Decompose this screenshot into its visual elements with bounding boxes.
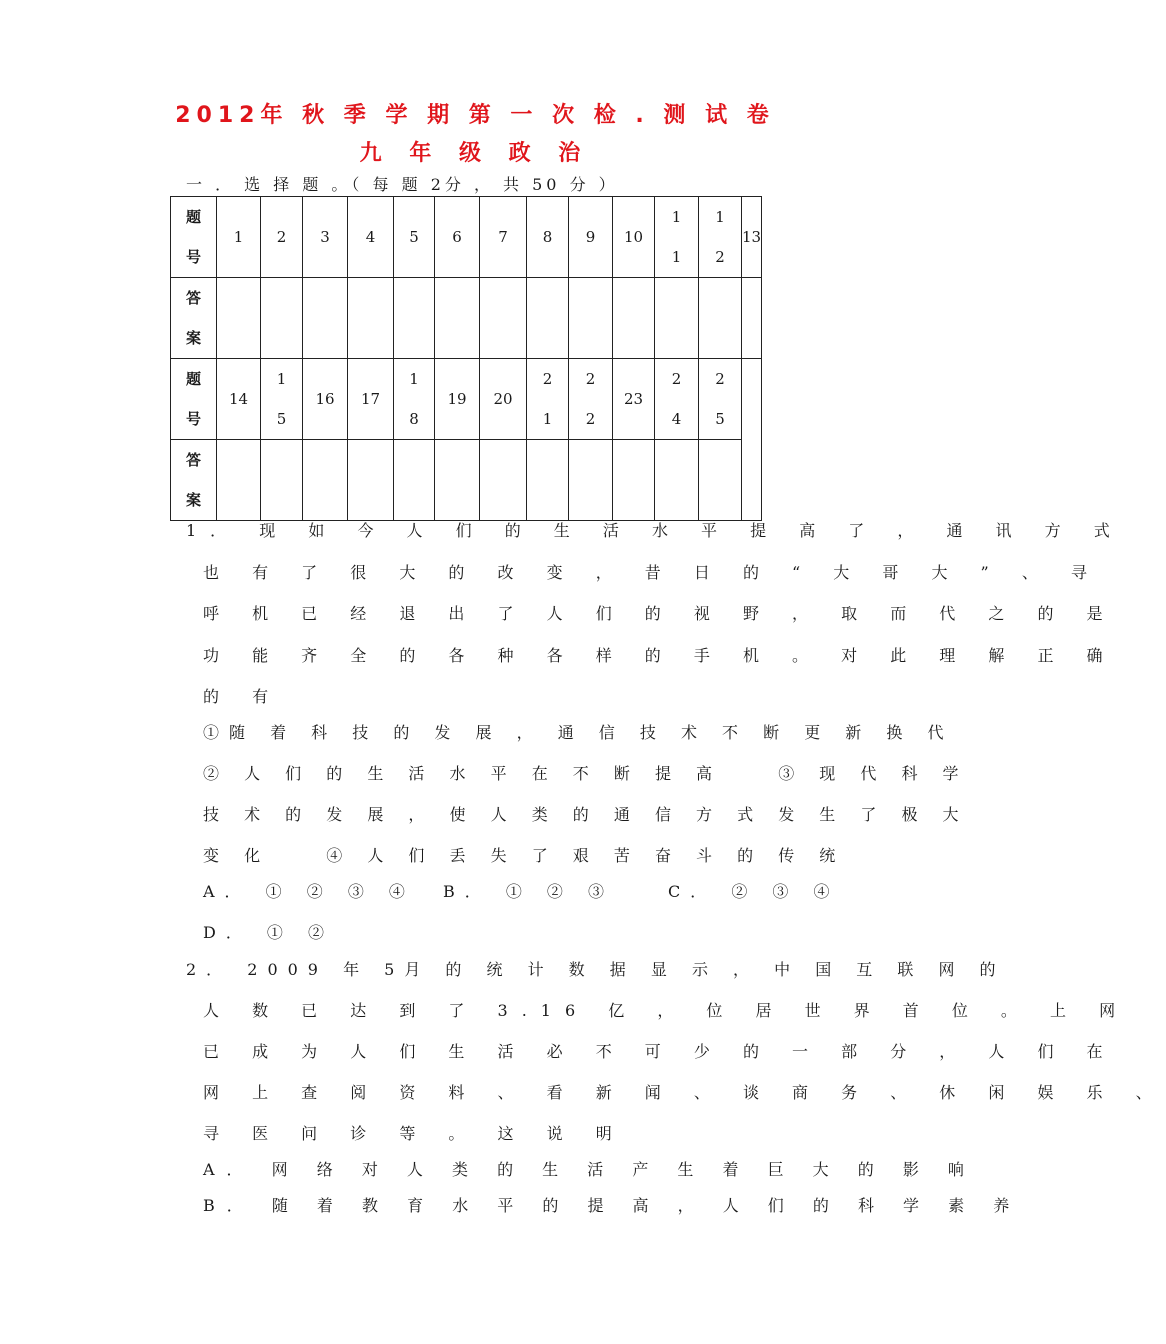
- question-line: 技 术 的 发 展 ， 使 人 类 的 通 信 方 式 发 生 了 极 大: [203, 805, 969, 824]
- question-line: 也 有 了 很 大 的 改 变 ， 昔 日 的 “ 大 哥 大 ” 、 寻: [203, 563, 1101, 582]
- table-row: [171, 197, 762, 278]
- answer-cell[interactable]: [303, 440, 348, 521]
- answer-cell[interactable]: [742, 278, 762, 359]
- question-line: 网 上 查 阅 资 料 、 看 新 闻 、 谈 商 务 、 休 闲 娱 乐 、: [203, 1083, 1166, 1102]
- document-subtitle: 九 年 级 政 治: [359, 141, 591, 166]
- question-number-cell: 2 2: [569, 359, 613, 440]
- question-line: 的 有: [203, 687, 283, 706]
- question-number-cell: 7: [480, 197, 527, 278]
- answer-label: [171, 278, 217, 359]
- question-number-cell: 2 1: [527, 359, 569, 440]
- question-number-cell: 14: [217, 359, 261, 440]
- answer-cell[interactable]: [348, 440, 394, 521]
- answer-cell[interactable]: [435, 278, 480, 359]
- answer-cell[interactable]: [655, 440, 699, 521]
- question-number-cell: 9: [569, 197, 613, 278]
- answer-cell[interactable]: [569, 278, 613, 359]
- empty-cell: [742, 359, 762, 521]
- answer-cell[interactable]: [613, 278, 655, 359]
- question-number-cell: 1 8: [394, 359, 435, 440]
- question-line: 功 能 齐 全 的 各 种 各 样 的 手 机 。 对 此 理 解 正 确: [203, 646, 1117, 665]
- question-number-cell: 1 5: [261, 359, 303, 440]
- answer-cell[interactable]: [569, 440, 613, 521]
- section-heading: 一 ． 选 择 题 。（ 每 题 2分 ， 共 50 分 ）: [186, 175, 619, 194]
- answer-cell[interactable]: [217, 440, 261, 521]
- question-number-cell: 4: [348, 197, 394, 278]
- answer-label: [171, 440, 217, 521]
- answer-cell[interactable]: [480, 440, 527, 521]
- answer-cell[interactable]: [217, 278, 261, 359]
- answer-cell[interactable]: [261, 278, 303, 359]
- answer-label-bottom: 案: [185, 491, 201, 509]
- answer-option: B． ① ② ③: [443, 882, 615, 901]
- answer-option: A． 网 络 对 人 类 的 生 活 产 生 着 巨 大 的 影 响: [203, 1160, 976, 1179]
- question-number-cell: 20: [480, 359, 527, 440]
- answer-option: D． ① ②: [203, 923, 335, 942]
- document-title: 2012年 秋 季 学 期 第 一 次 检 . 测 试 卷: [175, 103, 775, 128]
- question-number-cell: 1 2: [699, 197, 742, 278]
- question-number-cell: 8: [527, 197, 569, 278]
- question-line: 寻 医 问 诊 等 。 这 说 明: [203, 1124, 626, 1143]
- answer-cell[interactable]: [394, 440, 435, 521]
- answer-cell[interactable]: [527, 278, 569, 359]
- question-number-cell: 6: [435, 197, 480, 278]
- question-line: ② 人 们 的 生 活 水 平 在 不 断 提 高 ③ 现 代 科 学: [203, 764, 969, 783]
- table-row: [171, 359, 762, 440]
- question-line: ①随 着 科 技 的 发 展 ， 通 信 技 术 不 断 更 新 换 代: [203, 723, 954, 742]
- answer-cell[interactable]: [699, 440, 742, 521]
- question-line: 已 成 为 人 们 生 活 必 不 可 少 的 一 部 分 ， 人 们 在: [203, 1042, 1117, 1061]
- answer-label-top: 答: [185, 451, 201, 469]
- question-number-cell: 17: [348, 359, 394, 440]
- question-number-cell: 10: [613, 197, 655, 278]
- table-row: [171, 278, 762, 359]
- question-number-cell: 1: [217, 197, 261, 278]
- answer-cell[interactable]: [699, 278, 742, 359]
- question-number-cell: 2 5: [699, 359, 742, 440]
- answer-cell[interactable]: [394, 278, 435, 359]
- answer-cell[interactable]: [655, 278, 699, 359]
- question-number-cell: 1 1: [655, 197, 699, 278]
- question-number-label: [171, 197, 217, 278]
- answer-option: A． ① ② ③ ④: [203, 882, 415, 901]
- question-number-label: [171, 359, 217, 440]
- answer-label-top: 答: [185, 289, 201, 307]
- table-row: [171, 440, 762, 521]
- question-number-label-top: 题: [185, 208, 201, 226]
- question-number-cell: 19: [435, 359, 480, 440]
- answer-table: [170, 196, 762, 521]
- question-number-cell: 5: [394, 197, 435, 278]
- answer-label-bottom: 案: [185, 329, 201, 347]
- question-line: 1． 现 如 今 人 们 的 生 活 水 平 提 高 了 ， 通 讯 方 式: [186, 521, 1124, 540]
- question-number-label-bottom: 号: [185, 248, 201, 266]
- answer-cell[interactable]: [303, 278, 348, 359]
- answer-cell[interactable]: [527, 440, 569, 521]
- question-line: 变 化 ④ 人 们 丢 失 了 艰 苦 奋 斗 的 传 统: [203, 846, 846, 865]
- question-number-cell: 16: [303, 359, 348, 440]
- question-number-cell: 3: [303, 197, 348, 278]
- question-line: 2． 2009 年 5月 的 统 计 数 据 显 示 ， 中 国 互 联 网 的: [186, 960, 1006, 979]
- answer-cell[interactable]: [613, 440, 655, 521]
- question-number-label-top: 题: [185, 370, 201, 388]
- question-number-label-bottom: 号: [185, 410, 201, 428]
- answer-cell[interactable]: [261, 440, 303, 521]
- question-number-cell: 23: [613, 359, 655, 440]
- question-number-cell: 2 4: [655, 359, 699, 440]
- question-line: 人 数 已 达 到 了 3.16 亿 ， 位 居 世 界 首 位 。 上 网: [203, 1001, 1130, 1020]
- answer-option: B． 随 着 教 育 水 平 的 提 高 ， 人 们 的 科 学 素 养: [203, 1196, 1022, 1215]
- question-number-cell: 13: [742, 197, 762, 278]
- answer-cell[interactable]: [435, 440, 480, 521]
- answer-cell[interactable]: [348, 278, 394, 359]
- answer-option: C． ② ③ ④: [668, 882, 840, 901]
- question-line: 呼 机 已 经 退 出 了 人 们 的 视 野 ， 取 而 代 之 的 是: [203, 604, 1117, 623]
- answer-cell[interactable]: [480, 278, 527, 359]
- question-number-cell: 2: [261, 197, 303, 278]
